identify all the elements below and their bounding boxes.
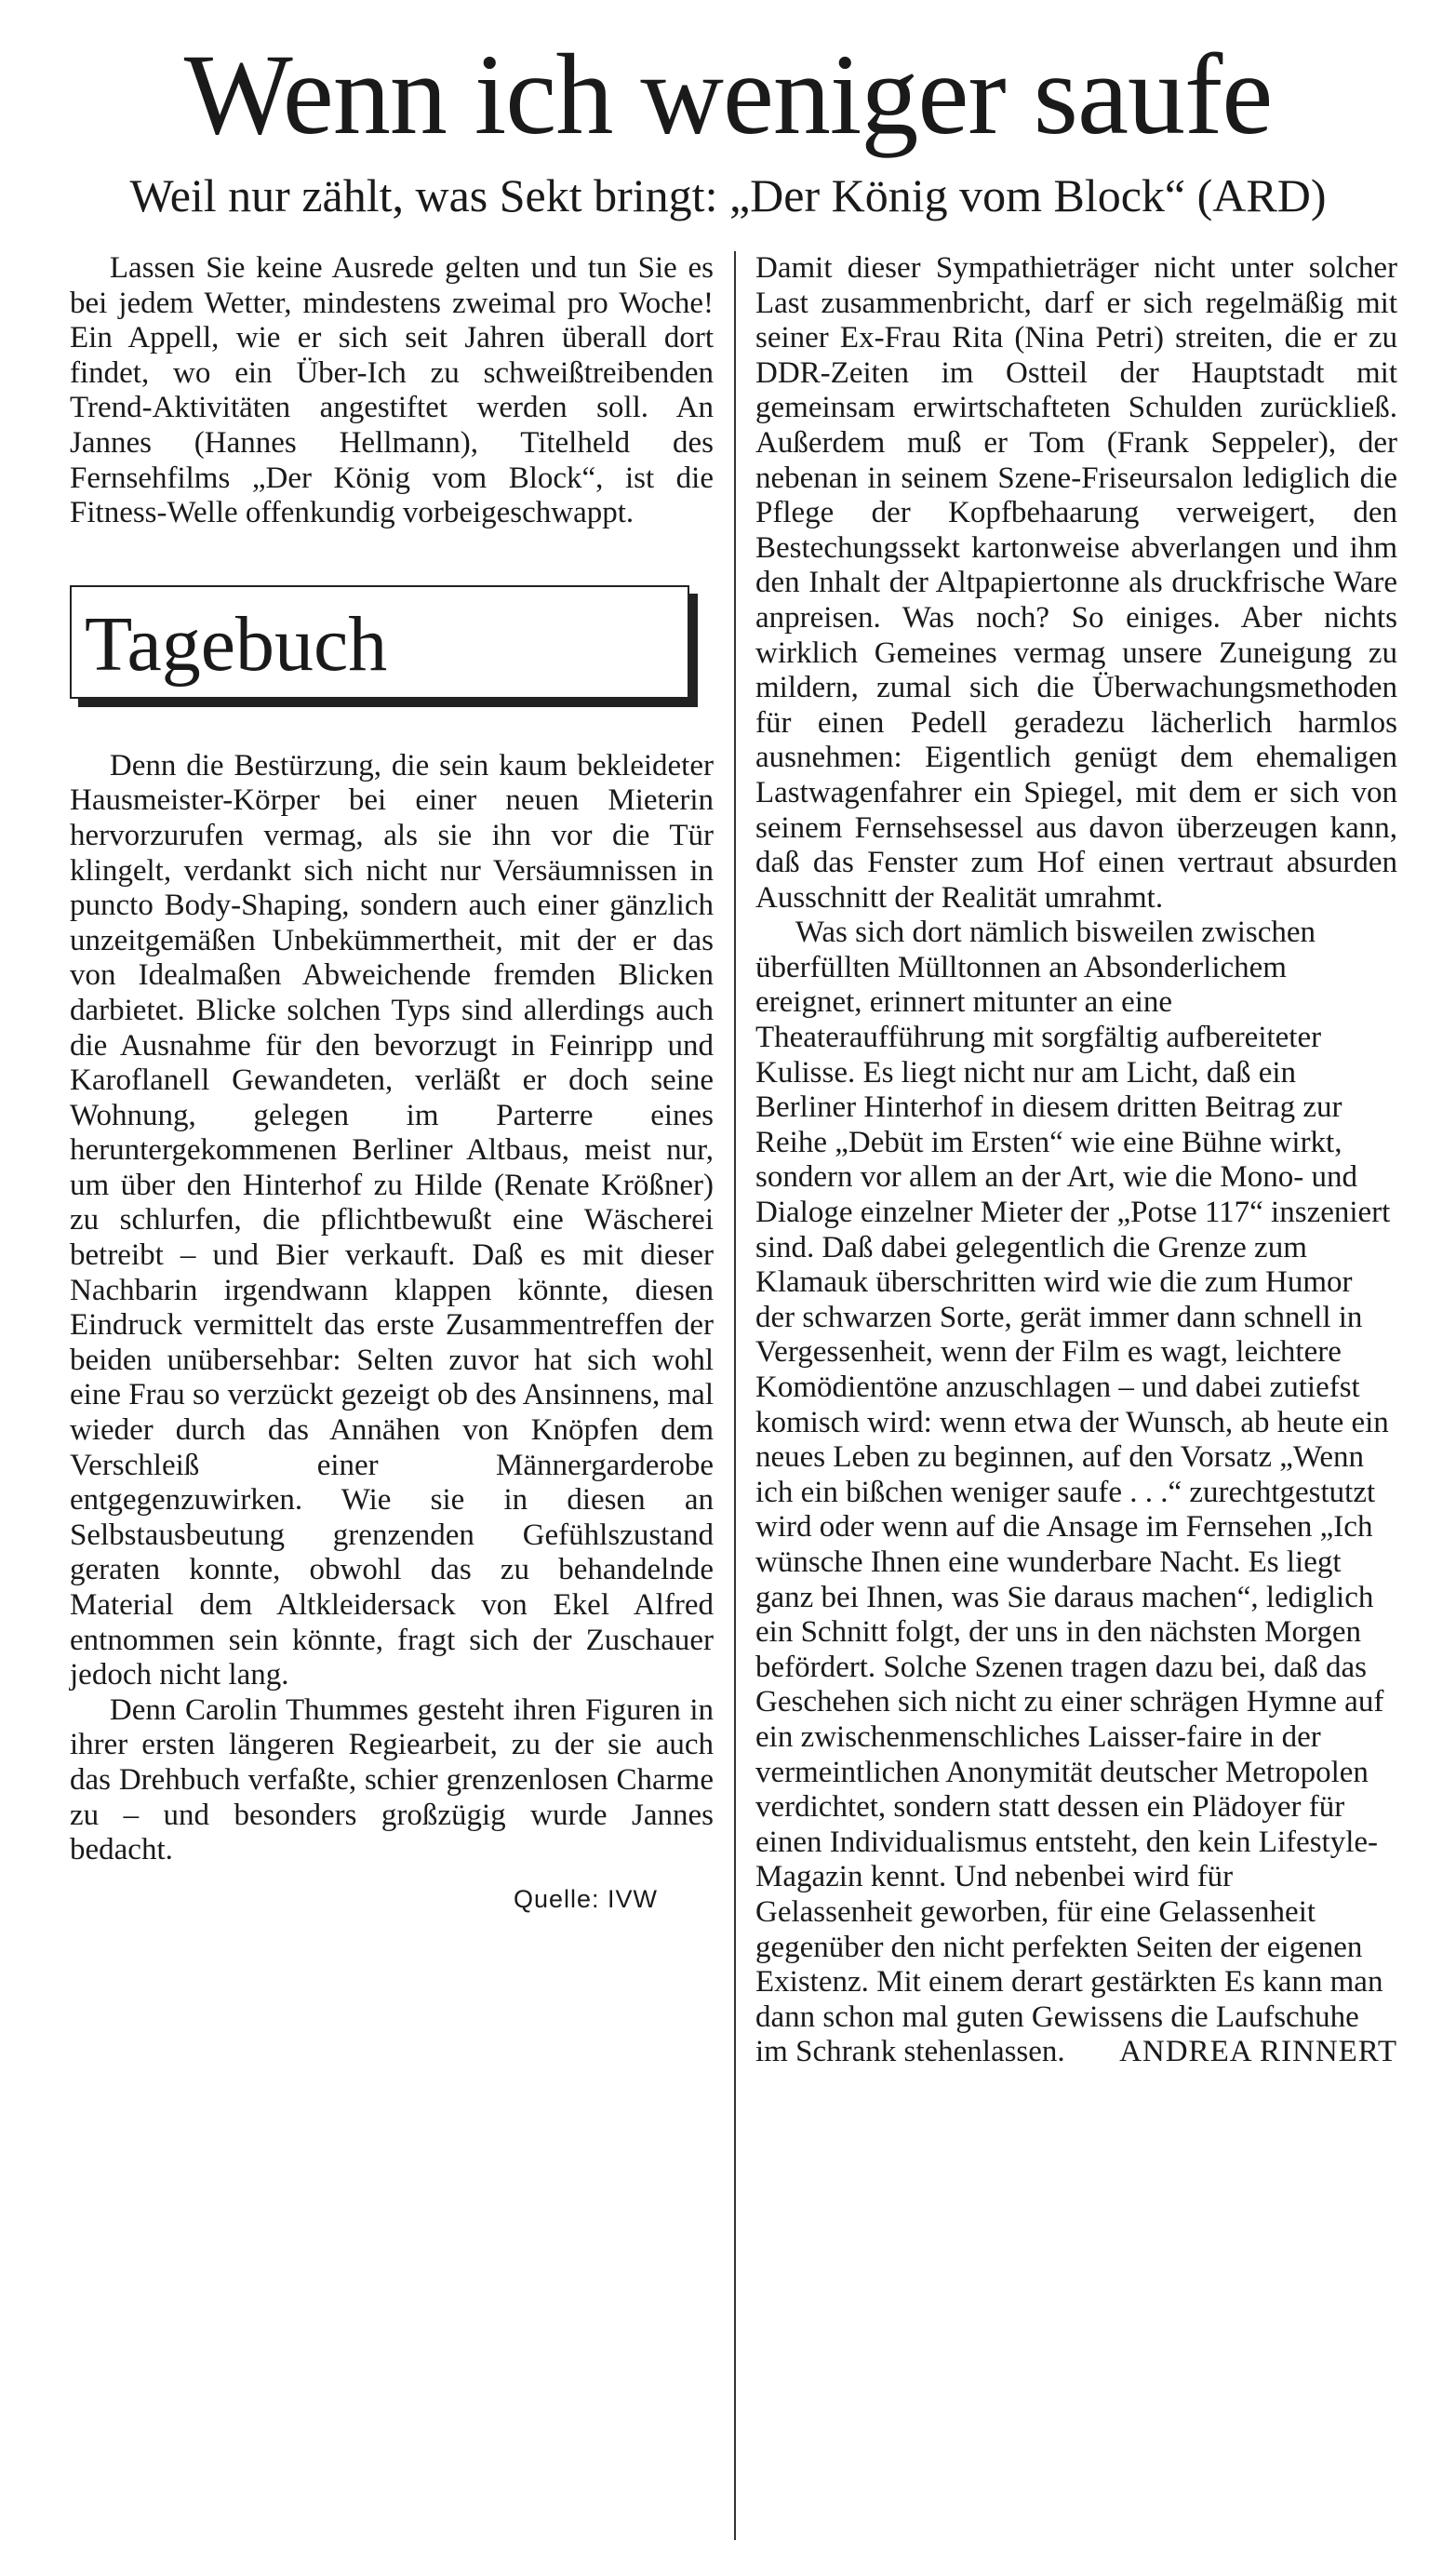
body-paragraph: Denn die Bestürzung, die sein kaum bekleideter Hausmeister-Körper bei einer neuen Mieterin hervorzurufen vermag, als sie ihn vor die Tür klingelt, verdankt sich nicht nur Versäumnissen in puncto Body-Shaping, sondern auch einer gänzlich unzeitgemäßen Unbekümmertheit, mit der er das von Idealmaßen Abweichende fremden Blicken darbietet. Blicke solchen Typs sind allerdings auch die Ausnahme für den bevorzugt in Feinripp und Karoflanell Gewandeten, verläßt er doch seine Wohnung, gelegen im Parterre eines heruntergekommenen Berliner Altbaus, meist nur, um über den Hinterhof zu Hilde (Renate Krößner) zu schlurfen, die pflichtbewußt eine Wäscherei betreibt – und Bier verkauft. Daß es mit dieser Nachbarin irgendwann klappen könnte, diesen Eindruck vermittelt das erste Zusammentreffen der beiden unübersehbar: Selten zuvor hat sich wohl eine Frau so verzückt gezeigt ob des Ansinnens, mal wieder durch das Annähen von Knöpfen dem Verschleiß einer Männergarderobe entgegenzuwirken. Wie sie in diesen an Selbstausbeutung grenzenden Gefühlszustand geraten konnte, obwohl das zu behandelnde Material dem Altkleidersack von Ekel Alfred entnommen sein könnte, fragt sich der Zuschauer jedoch nicht lang. xyxy=(70,748,714,1692)
body-paragraph-text: Was sich dort nämlich bisweilen zwischen überfüllten Mülltonnen an Absonderlichem ereignet, erinnert mitunter an eine Theateraufführung mit sorgfältig aufbereiteter Kulisse. Es liegt nicht nur am Licht, daß ein Berliner Hinterhof in diesem dritten Beitrag zur Reihe „Debüt im Ersten“ wie eine Bühne wirkt, sondern vor allem an der Art, wie die Mono- und Dialoge einzelner Mieter der „Potse 117“ inszeniert sind. Daß dabei gelegentlich die Grenze zum Klamauk überschritten wird wie die zum Humor der schwarzen Sorte, gerät immer dann schnell in Vergessenheit, wenn der Film es wagt, leichtere Komödientöne anzuschlagen – und dabei zutiefst komisch wird: wenn etwa der Wunsch, ab heute ein neues Leben zu beginnen, auf den Vorsatz „Wenn ich ein bißchen weniger saufe . . .“ zurechtgestutzt wird oder wenn auf die Ansage im Fernsehen „Ich wünsche Ihnen eine wunderbare Nacht. Es liegt ganz bei Ihnen, was Sie daraus machen“, lediglich ein Schnitt folgt, der uns in den nächsten Morgen befördert. Solche Szenen tragen dazu bei, daß das Geschehen sich nicht zu einer schrägen Hymne auf ein zwischenmenschliches Laisser-faire in der vermeintlichen Anonymität deutscher Metropolen verdichtet, sondern statt dessen ein Plädoyer für einen Individualismus entsteht, den kein Lifestyle-Magazin kennt. Und nebenbei wird für Gelassenheit geworben, für eine Gelassenheit gegenüber den nicht perfekten Seiten der eigenen Existenz. Mit einem derart gestärkten Es kann man dann schon mal guten Gewissens die Laufschuhe im Schrank stehenlassen. xyxy=(755,916,1391,2069)
body-paragraph: Damit dieser Sympathieträger nicht unter solcher Last zusammenbricht, darf er sich regelmäßig mit seiner Ex-Frau Rita (Nina Petri) streiten, die er zu DDR-Zeiten im Ostteil der Hauptstadt mit gemeinsam erwirtschafteten Schulden zurückließ. Außerdem muß er Tom (Frank Seppeler), der nebenan in seinem Szene-Friseursalon lediglich die Pflege der Kopfbehaarung verweigert, den Bestechungssekt kartonweise abverlangen und ihm den Inhalt der Altpapiertonne als druckfrische Ware anpreisen. Was noch? So einiges. Aber nichts wirklich Gemeines vermag unsere Zuneigung zu mildern, zumal sich die Überwachungsmethoden für einen Pedell geradezu lächerlich harmlos ausnehmen: Eigentlich genügt dem ehemaligen Lastwagenfahrer ein Spiegel, mit dem er sich von seinem Fernsehsessel aus davon überzeugen kann, daß das Fenster zum Hof einen vertraut absurden Ausschnitt der Realität umrahmt. xyxy=(755,251,1397,915)
author-byline: ANDREA RINNERT xyxy=(1119,2035,1397,2069)
left-column xyxy=(70,251,714,1915)
intro-paragraph: Lassen Sie keine Ausrede gelten und tun Sie es bei jedem Wetter, mindestens zweimal pro Woche! Ein Appell, wie er sich seit Jahren überall dort findet, wo ein Über-Ich zu schweißtreibenden Trend-Aktivitäten angestiftet werden soll. An Jannes (Hannes Hellmann), Titelheld des Fernsehfilms „Der König vom Block“, ist die Fitness-Welle offenkundig vorbeigeschwappt. xyxy=(70,251,714,530)
body-paragraph-last xyxy=(755,916,1397,2070)
article-subheadline: Weil nur zählt, was Sekt bringt: „Der König vom Block“ (ARD) xyxy=(129,169,1327,221)
rubric-box xyxy=(70,585,689,699)
right-column xyxy=(755,251,1397,2070)
column-divider xyxy=(734,251,736,2540)
article-headline: Wenn ich weniger saufe xyxy=(183,31,1273,158)
rubric-label: Tagebuch xyxy=(85,600,388,688)
body-paragraph: Denn Carolin Thummes gesteht ihren Figuren in ihrer ersten längeren Regiearbeit, zu der sie auch das Drehbuch verfaßte, schier grenzenlosen Charme zu – und besonders großzügig wurde Jannes bedacht. xyxy=(70,1692,714,1867)
source-note: Quelle: IVW xyxy=(513,1884,658,1913)
